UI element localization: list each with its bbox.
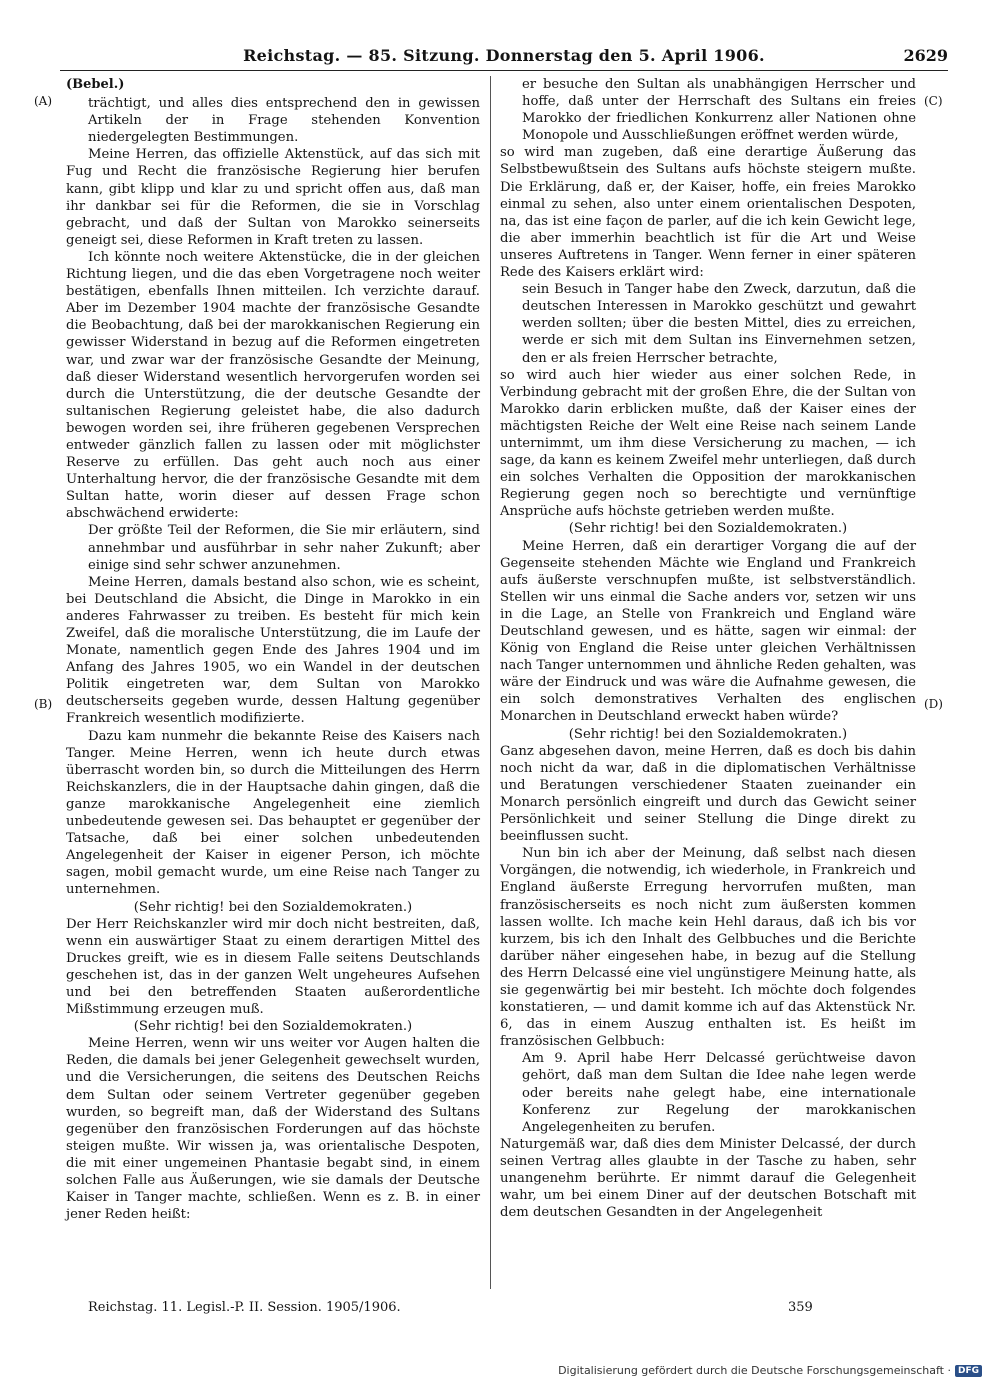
paragraph: Dazu kam nunmehr die bekannte Reise des Kaisers nach Tanger. Meine Herren, wenn ich heute durch etwas überrascht worden bin, so durch die Mitteilungen des Herrn Reichskanzlers, die in der Hauptsache dahin gingen, daß die ganze marokkanische Angelegenheit eine ziemlich unbedeutende gewesen sei. Das behauptet er gegenüber der Tatsache, daß bei einer solchen unbedeutenden Angelegenheit der Kaiser in eigener Person, ich möchte sagen, mobil gemacht wurde, um eine Reise nach Tanger zu unternehmen. [66,728,480,898]
paragraph: Nun bin ich aber der Meinung, daß selbst nach diesen Vorgängen, die notwendig, ich wiederhole, in Frankreich und England äußerste Erregung hervorrufen mußten, man französischerseits es noch nicht zum äußersten kommen lassen wollte. Ich mache kein Hehl daraus, daß ich bis vor kurzem, bis ich den Inhalt des Gelbbuches und die Berichte darüber näher eingesehen habe, in bezug auf die Stellung des Herrn Delcassé eine viel ungünstigere Meinung hatte, als sie gegenwärtig bei mir besteht. Ich möchte doch folgendes konstatieren, — und damit komme ich auf das Aktenstück Nr. 6, das in einem Auszug enthalten ist. Es heißt im französischen Gelbbuch: [500,846,916,1050]
interjection: (Sehr richtig! bei den Sozialdemokraten.) [568,521,848,537]
paragraph: Meine Herren, daß ein derartiger Vorgang die auf der Gegenseite stehenden Mächte wie England und Frankreich aufs äußerste verschnupfen mußte, ist selbstverständlich. Stellen wir uns einmal die Sache anders vor, setzen wir uns in die Lage, an Stelle von Frankreich und England wäre Deutschland gewesen, und es hätte, sagen wir einmal: der König von England die Reise unter gleichen Verhältnissen nach Tanger unternommen und ähnliche Reden gehalten, was wäre der Eindruck und was wäre die Aufnahme gewesen, die ein solch demonstratives Verhalten des englischen Monarchen in Deutschland erweckt haben würde? [500,538,916,725]
margin-marker-a: (A) [34,94,53,108]
interjection: (Sehr richtig! bei den Sozialdemokraten.) [568,726,848,742]
paragraph: Naturgemäß war, daß dies dem Minister Delcassé, der durch seinen Vertrag alles glaubte in der Tasche zu haben, sehr unangenehm berührte. Er nimmt darauf die Gelegenheit wahr, um bei einem Diner auf der deutschen Botschaft mit dem deutschen Gesandten in der Angelegenheit [500,1136,916,1221]
left-column [66,76,480,1223]
quotation: er besuche den Sultan als unabhängigen Herrscher und hoffe, daß unter der Herrschaft des Sultans ein freies Marokko der friedlichen Konkurrenz aller Nationen ohne Monopole und Ausschließungen eröffnet werden würde, [522,77,916,144]
page-number: 2629 [903,46,948,65]
page-header [60,46,948,71]
funding-notice [558,1364,982,1377]
quotation: Der größte Teil der Reformen, die Sie mir erläutern, sind annehmbar und ausführbar in sehr naher Zukunft; aber einige sind sehr schwer anzunehmen. [88,523,480,573]
margin-marker-c: (C) [924,94,943,108]
column-divider [490,76,491,1289]
footer-signature: 359 [788,1300,813,1315]
running-title: Reichstag. — 85. Sitzung. Donnerstag den 5. April 1906. [243,46,765,65]
paragraph: Meine Herren, das offizielle Aktenstück, auf das sich mit Fug und Recht die französische Regierung hier berufen kann, gibt klipp und klar zu und spricht offen aus, daß man ihr dankbar sei für die Reformen, die sie in Vorschlag gebracht, und daß der Sultan von Marokko seinerseits geneigt sei, diese Reformen in Kraft treten zu lassen. [66,147,480,248]
paragraph: Meine Herren, damals bestand also schon, wie es scheint, bei Deutschland die Absicht, die Dinge in Marokko in ein anderes Fahrwasser zu treiben. Es besteht für mich kein Zweifel, daß die moralische Unterstützung, die im Laufe der Monate, namentlich gegen Ende des Jahres 1904 und im Anfang des Jahres 1905, wo ein Wandel in der deutschen Politik eingetreten war, dem Sultan von Marokko deutscherseits gegeben wurde, dessen Haltung gegenüber Frankreich wesentlich modifizierte. [66,574,480,727]
paragraph: Der Herr Reichskanzler wird mir doch nicht bestreiten, daß, wenn ein auswärtiger Staat zu einem derartigen Mittel des Druckes greift, wie es in diesem Falle seitens Deutschlands geschehen ist, das in der ganzen Welt ungeheures Aufsehen und bei den betreffenden Staaten außerordentliche Mißstimmung erzeugen muß. [66,916,480,1018]
paragraph: Ganz abgesehen davon, meine Herren, daß es doch bis dahin noch nicht da war, daß in die diplomatischen Verhältnisse und Beratungen verschiedener Staaten zueinander ein Monarch persönlich eingreift und durch das Gewicht seiner Persönlichkeit und seiner Stellung die Dinge direkt zu beeinflussen sucht. [500,743,916,845]
paragraph: so wird auch hier wieder aus einer solchen Rede, in Verbindung gebracht mit der großen Ehre, die der Sultan von Marokko darin erblicken mußte, daß der Kaiser eines der mächtigsten Reiche der Welt eine Reise nach seinem Lande unternimmt, um ihm diese Versicherung zu machen, — ich sage, da kann es keinem Zweifel mehr unterliegen, daß durch ein solches Verhalten die Opposition der marokkanischen Regierung gegen noch so berechtigte und vernünftige Ansprüche aufs höchste getrieben werden mußte. [500,367,916,520]
right-column [500,76,916,1221]
interjection: (Sehr richtig! bei den Sozialdemokraten.) [133,899,413,915]
dfg-logo-icon: DFG [955,1365,982,1377]
quotation: Am 9. April habe Herr Delcassé gerüchtweise davon gehört, daß man dem Sultan die Idee nahe legen werde oder bereits nahe gelegt habe, eine internationale Konferenz zur Regelung der marokkanischen Angelegenheiten zu berufen. [522,1051,916,1135]
paragraph: trächtigt, und alles dies entsprechend den in gewissen Artikeln der in Frage stehenden Konvention niedergelegten Bestimmungen. [88,96,480,146]
speaker-name: (Bebel.) [66,77,125,92]
footer-session: Reichstag. 11. Legisl.-P. II. Session. 1905/1906. [88,1300,401,1315]
paragraph: Ich könnte noch weitere Aktenstücke, die in der gleichen Richtung liegen, und die das eben Vorgetragene noch weiter bestätigen, ebenfalls Ihnen mitteilen. Ich verzichte darauf. Aber im Dezember 1904 machte der französische Gesandte die Beobachtung, daß bei der marokkanischen Regierung ein gewisser Widerstand in bezug auf die Reformen eingetreten war, und zwar war der französische Gesandte der Meinung, daß dieser Widerstand wesentlich hervorgerufen worden sei durch die Unterstützung, die der deutsche Gesandte der sultanischen Regierung geleistet habe, die also dadurch bewogen worden sei, ihre früheren gegebenen Versprechen entweder gänzlich fallen zu lassen oder mit möglichster Reserve zu erfüllen. Das geht auch noch aus einer Unterhaltung hervor, die der französische Gesandte mit dem Sultan hatte, worin dieser auf dessen Frage schon abschwächend erwiderte: [66,249,480,522]
paragraph: so wird man zugeben, daß eine derartige Äußerung das Selbstbewußtsein des Sultans aufs höchste steigern mußte. Die Erklärung, daß er, der Kaiser, hoffe, ein freies Marokko einmal zu sehen, also unter einem orientalischen Despoten, na, das ist eine façon de parler, auf die ich kein Gewicht lege, die aber immerhin beachtlich ist für die Art und Weise unseres Auftretens in Tanger. Wenn ferner in einer späteren Rede des Kaisers erklärt wird: [500,145,916,281]
margin-marker-b: (B) [34,697,53,711]
paragraph: Meine Herren, wenn wir uns weiter vor Augen halten die Reden, die damals bei jener Gelegenheit gewechselt wurden, und die Versicherungen, die seitens des Deutschen Reichs dem Sultan oder seinem Vertreter gegenüber gegeben wurden, so begreift man, daß der Widerstand des Sultans gegenüber den französischen Forderungen auf das höchste steigen mußte. Wir wissen ja, was orientalische Despoten, die mit einer ungemeinen Phantasie begabt sind, in einem solchen Falle aus Äußerungen, wie sie damals der Deutsche Kaiser in Tanger machte, schließen. Wenn es z. B. in einer jener Reden heißt: [66,1036,480,1223]
interjection: (Sehr richtig! bei den Sozialdemokraten.) [133,1019,413,1035]
quotation: sein Besuch in Tanger habe den Zweck, darzutun, daß die deutschen Interessen in Marokko geschützt und gewahrt werden sollten; über die besten Mittel, dies zu erreichen, werde er sich mit dem Sultan ins Einvernehmen setzen, den er als freien Herrscher betrachte, [522,282,916,366]
margin-marker-d: (D) [924,697,943,711]
funding-text: Digitalisierung gefördert durch die Deutsche Forschungsgemeinschaft · [558,1364,951,1377]
